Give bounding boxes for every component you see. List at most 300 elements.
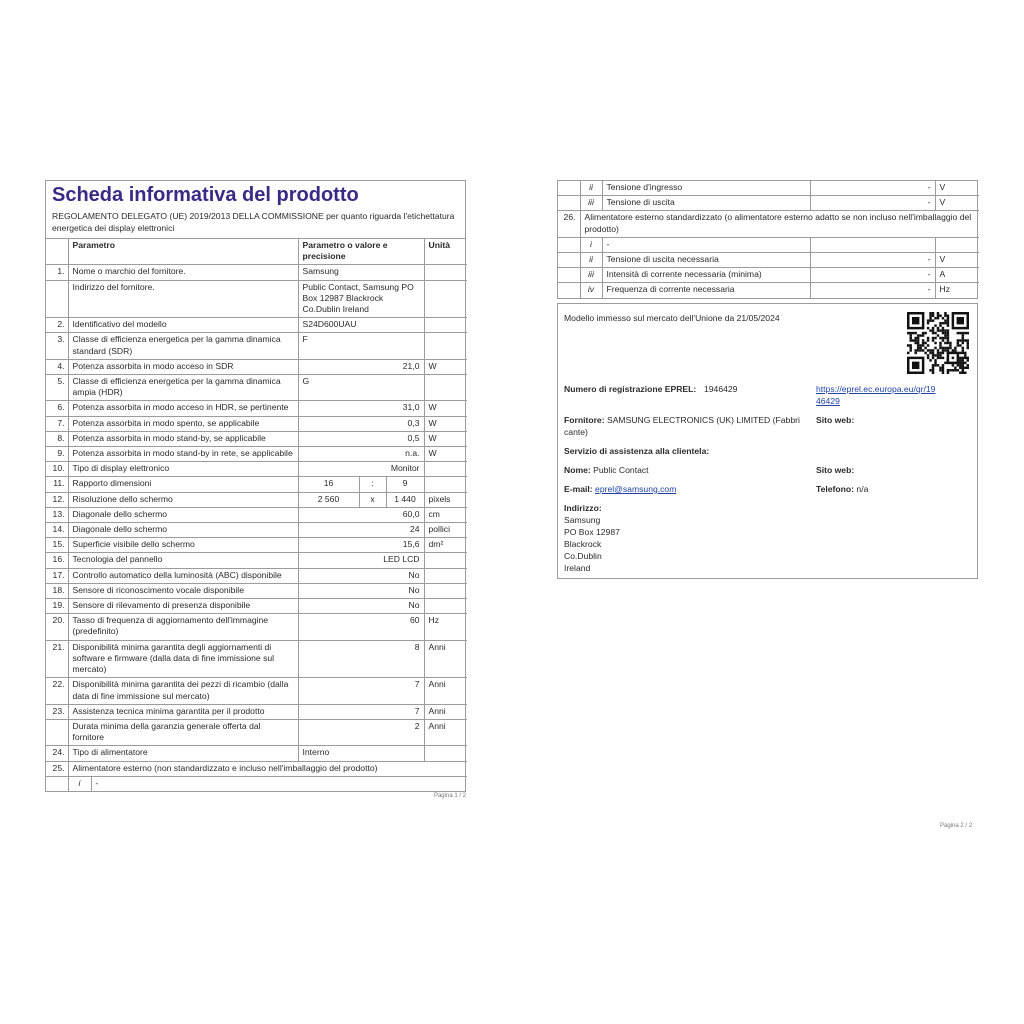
table-row [558,253,979,268]
qr-module [942,332,944,334]
sub-value: - [95,777,99,788]
table-row [46,678,467,704]
parameter-unit [424,568,467,583]
parameter-label: Assistenza tecnica minima garantita per il prodotto [68,704,298,719]
qr-module [909,344,911,346]
qr-module [917,334,919,336]
qr-module [917,344,919,346]
table-row [46,280,467,318]
sub-unit [935,237,979,252]
qr-module [947,329,949,331]
sub-index: iii [580,196,602,211]
sub-index: i [69,777,92,791]
qr-module [934,364,936,366]
qr-module [922,342,924,344]
qr-module [914,342,916,344]
qr-module [937,357,939,359]
qr-module [962,359,964,361]
qr-module [934,354,936,356]
qr-module [957,344,959,346]
qr-module [967,342,969,344]
page-number-2: Pagina 2 / 2 [940,823,973,829]
row-number: 2. [46,318,68,333]
sub-value: - [810,181,935,196]
qr-module [912,339,914,341]
row-number [46,280,68,318]
parameter-label: Alimentatore esterno (non standardizzato e incluso nell'imballaggio del prodotto) [68,761,467,776]
qr-module [929,369,931,371]
row-number: 10. [46,462,68,477]
table-row [46,568,467,583]
row-number [46,776,68,791]
row-number [558,253,580,268]
qr-module [939,314,941,316]
parameter-value: LED LCD [298,553,424,568]
qr-module [919,344,921,346]
parameter-unit [424,553,467,568]
parameters-table [46,239,467,791]
qr-module [914,332,916,334]
qr-module [934,342,936,344]
qr-module [962,372,964,374]
qr-module [919,347,921,349]
parameter-unit: W [424,416,467,431]
address-label: Indirizzo: [564,503,602,513]
qr-module [932,337,934,339]
qr-module [932,329,934,331]
header-parameter: Parametro [68,239,298,265]
supplier-label: Fornitore: [564,415,605,425]
customer-service-label: Servizio di assistenza alla clientela: [564,446,710,456]
qr-module [964,357,966,359]
service-website-label: Sito web: [816,465,855,475]
qr-module [947,317,949,319]
eprel-link-line-1[interactable]: https://eprel.ec.europa.eu/qr/19 [816,384,936,394]
parameter-label: Sensore di riconoscimento vocale disponibile [68,583,298,598]
qr-module [962,349,964,351]
qr-module [947,334,949,336]
qr-module [959,344,961,346]
parameter-value: G [298,375,424,401]
qr-module [939,354,941,356]
sub-unit: A [935,268,979,283]
parameter-value: 7 [298,678,424,704]
row-number: 1. [46,265,68,280]
qr-module [962,357,964,359]
qr-module [947,349,949,351]
regulation-text: REGOLAMENTO DELEGATO (UE) 2019/2013 DELLA COMMISSIONE per quanto riguarda l'etichettatura energetica dei display elettronici [46,210,465,239]
table-row [46,265,467,280]
qr-module [924,352,926,354]
value-b: 1 440 [394,493,416,504]
qr-module [944,349,946,351]
qr-module [914,349,916,351]
qr-module [944,342,946,344]
sub-label: Tensione di uscita [602,196,810,211]
parameter-value: Samsung [298,265,424,280]
qr-module [967,344,969,346]
value-separator: x [359,493,386,507]
parameter-unit: W [424,431,467,446]
table-row [46,704,467,719]
contact-phone [816,483,868,495]
sub-unit: V [935,181,979,196]
eprel-link[interactable] [816,383,935,407]
table-row [46,614,467,640]
qr-module [937,364,939,366]
qr-module [967,357,969,359]
sub-index: iii [580,268,602,283]
qr-module [944,347,946,349]
qr-module [947,339,949,341]
row-number: 23. [46,704,68,719]
row-number: 22. [46,678,68,704]
sub-value: - [810,283,935,298]
row-number: 4. [46,359,68,374]
qr-module [947,369,949,371]
table-row [46,318,467,333]
power-supply-frame [557,180,978,299]
qr-module [932,354,934,356]
row-number [558,181,580,196]
qr-module [909,337,911,339]
qr-module [907,344,909,346]
qr-module [912,317,919,324]
qr-module [942,369,944,371]
qr-module [939,352,941,354]
row-number [46,719,68,745]
qr-module [932,372,934,374]
qr-module [959,364,961,366]
sub-unit: V [935,196,979,211]
qr-module [934,324,936,326]
qr-module [957,339,959,341]
address-line: Blackrock [564,539,602,549]
eprel-number: 1946429 [704,384,738,394]
qr-module [934,362,936,364]
parameter-value: 24 [298,523,424,538]
email-label: E-mail: [564,484,593,494]
parameter-value: 8 [298,640,424,678]
table-row [46,333,467,359]
qr-module [944,362,946,364]
eprel-label: Numero di registrazione EPREL: [564,384,697,394]
qr-module [929,317,931,319]
qr-module [937,329,939,331]
qr-module [934,317,936,319]
parameter-label: Diagonale dello schermo [68,507,298,522]
row-number: 19. [46,599,68,614]
sub-row-line [69,777,468,791]
qr-module [922,349,924,351]
parameter-label: Tipo di display elettronico [68,462,298,477]
table-row [558,268,979,283]
qr-module [962,364,964,366]
sub-label: - [602,237,810,252]
email-link[interactable]: eprel@samsung.com [595,484,677,494]
contact-address [564,502,620,574]
parameter-value: 7 [298,704,424,719]
parameter-label: Risoluzione dello schermo [68,492,298,507]
qr-module [929,319,931,321]
qr-module [932,352,934,354]
row-number [558,283,580,298]
qr-module [939,324,941,326]
row-number: 9. [46,447,68,462]
qr-module [954,349,956,351]
qr-module [927,337,929,339]
parameter-unit [424,462,467,477]
parameter-unit: Hz [424,614,467,640]
parameter-unit [424,333,467,359]
qr-module [932,367,934,369]
qr-module [929,329,931,331]
qr-module [942,372,944,374]
qr-module [937,354,939,356]
address-line: Ireland [564,563,591,573]
parameter-label: Disponibilità minima garantita degli aggiornamenti di software e firmware (dalla data di fine immissione sul mercato) [68,640,298,678]
qr-module [962,362,964,364]
row-number: 12. [46,492,68,507]
qr-module [944,322,946,324]
qr-module [939,342,941,344]
parameter-label: Sensore di rilevamento di presenza disponibile [68,599,298,614]
row-number: 11. [46,477,68,492]
eprel-info-box [557,303,978,579]
parameter-label: Durata minima della garanzia generale offerta dal fornitore [68,719,298,745]
qr-module [942,367,944,369]
qr-module [967,332,969,334]
row-number: 24. [46,746,68,761]
parameter-unit [424,599,467,614]
qr-module [934,332,936,334]
value-separator: : [359,477,386,491]
qr-module [964,354,966,356]
qr-module [949,369,951,371]
qr-module [959,332,961,334]
qr-module [947,347,949,349]
sub-value: - [810,196,935,211]
table-row [46,776,467,791]
table-row [46,447,467,462]
table-row [46,492,467,507]
parameter-label: Classe di efficienza energetica per la gamma dinamica standard (SDR) [68,333,298,359]
value-pair-row [299,477,424,491]
product-sheet-frame [45,180,466,792]
qr-code-icon[interactable] [907,312,969,374]
qr-module [957,369,959,371]
parameter-value: 60,0 [298,507,424,522]
parameter-label: Potenza assorbita in modo stand-by, se applicabile [68,431,298,446]
sub-label: Intensità di corrente necessaria (minima) [602,268,810,283]
qr-module [934,337,936,339]
parameter-value: No [298,599,424,614]
qr-module [909,339,911,341]
parameter-unit: pollici [424,523,467,538]
qr-module [934,347,936,349]
parameter-label: Potenza assorbita in modo acceso in HDR, se pertinente [68,401,298,416]
qr-module [962,367,964,369]
parameter-unit: W [424,401,467,416]
parameter-label: Tipo di alimentatore [68,746,298,761]
qr-module [962,347,964,349]
table-row [46,401,467,416]
qr-module [959,339,961,341]
supplier-name-line-2: cante) [564,427,588,437]
table-row [558,196,979,211]
parameter-value: S24D600UAU [298,318,424,333]
qr-module [922,334,924,336]
qr-module [962,342,964,344]
parameter-label: Superficie visibile dello schermo [68,538,298,553]
qr-module [954,369,956,371]
qr-module [932,314,934,316]
row-number: 16. [46,553,68,568]
qr-module [927,327,929,329]
power-supply-table [558,181,979,298]
address-line: Co.Dublin [564,551,602,561]
qr-module [954,347,956,349]
parameter-label: Nome o marchio del fornitore. [68,265,298,280]
qr-module [927,349,929,351]
qr-module [959,372,961,374]
qr-module [912,332,914,334]
qr-module [959,367,961,369]
qr-module [944,332,946,334]
qr-module [942,337,944,339]
qr-module [944,334,946,336]
qr-module [932,364,934,366]
qr-module [932,312,934,314]
name-label: Nome: [564,465,591,475]
parameter-label: Tasso di frequenza di aggiornamento dell'immagine (predefinito) [68,614,298,640]
qr-module [939,329,941,331]
qr-module [939,337,941,339]
qr-module [942,357,944,359]
qr-module [962,334,964,336]
qr-module [914,339,916,341]
table-row [46,375,467,401]
row-number: 13. [46,507,68,522]
parameter-value: Monitor [298,462,424,477]
parameter-label: Indirizzo del fornitore. [68,280,298,318]
qr-module [929,359,931,361]
qr-module [937,312,939,314]
table-row [46,599,467,614]
qr-module [939,369,941,371]
qr-module [927,322,929,324]
parameter-unit [424,583,467,598]
qr-module [967,364,969,366]
parameter-label: Identificativo del modello [68,318,298,333]
table-row [46,761,467,776]
value-pair [298,477,424,492]
qr-module [917,337,919,339]
qr-module [907,352,909,354]
parameter-label: Tecnologia del pannello [68,553,298,568]
qr-module [927,357,929,359]
address-line: PO Box 12987 [564,527,620,537]
qr-module [922,339,924,341]
qr-module [937,334,939,336]
qr-module [917,349,919,351]
product-sheet-page-1 [45,180,466,799]
contact-email [564,483,676,495]
qr-module [932,357,934,359]
eprel-link-line-2[interactable]: 46429 [816,396,840,406]
table-row [558,211,979,237]
table-row [46,538,467,553]
parameter-value: No [298,583,424,598]
qr-module [932,349,934,351]
qr-module [959,357,961,359]
sub-value: - [810,268,935,283]
table-row [46,431,467,446]
qr-module [937,314,939,316]
parameter-label: Disponibilità minima garantita dei pezzi di ricambio (dalla data di fine immissione sul mercato) [68,678,298,704]
qr-module [959,359,961,361]
qr-module [944,329,946,331]
value-pair-row [299,493,424,507]
parameter-value: 0,5 [298,431,424,446]
sub-value: - [810,253,935,268]
table-row [46,359,467,374]
parameter-unit [424,318,467,333]
qr-module [964,362,966,364]
parameter-label: Rapporto dimensioni [68,477,298,492]
qr-module [947,319,949,321]
address-line: Samsung [564,515,601,525]
qr-module [967,359,969,361]
qr-module [954,367,956,369]
qr-module [917,339,919,341]
table-row [46,553,467,568]
phone-value: n/a [856,484,869,494]
qr-module [967,367,969,369]
parameter-unit [424,477,467,492]
market-placement-date: Modello immesso sul mercato dell'Unione da 21/05/2024 [564,313,780,323]
qr-module [909,347,911,349]
parameter-unit: cm [424,507,467,522]
parameter-unit: Anni [424,719,467,745]
table-row [558,283,979,298]
table-row [46,507,467,522]
qr-module [962,339,964,341]
row-number: 25. [46,761,68,776]
parameter-unit: Anni [424,678,467,704]
value-pair-table [299,477,424,491]
name-value: Public Contact [593,465,649,475]
qr-module [927,339,929,341]
row-number: 18. [46,583,68,598]
qr-module [942,322,944,324]
qr-module [959,362,961,364]
table-row [46,416,467,431]
qr-module [939,322,941,324]
qr-module [947,332,949,334]
qr-module [964,339,966,341]
qr-module [942,352,944,354]
table-row [46,583,467,598]
parameter-value: n.a. [298,447,424,462]
parameter-unit: Anni [424,704,467,719]
parameter-value: No [298,568,424,583]
qr-module [939,347,941,349]
parameter-value: Public Contact, Samsung PO Box 12987 Blackrock Co.Dublin Ireland [298,280,424,318]
sub-label: Tensione di uscita necessaria [602,253,810,268]
qr-module [939,367,941,369]
table-row [558,237,979,252]
